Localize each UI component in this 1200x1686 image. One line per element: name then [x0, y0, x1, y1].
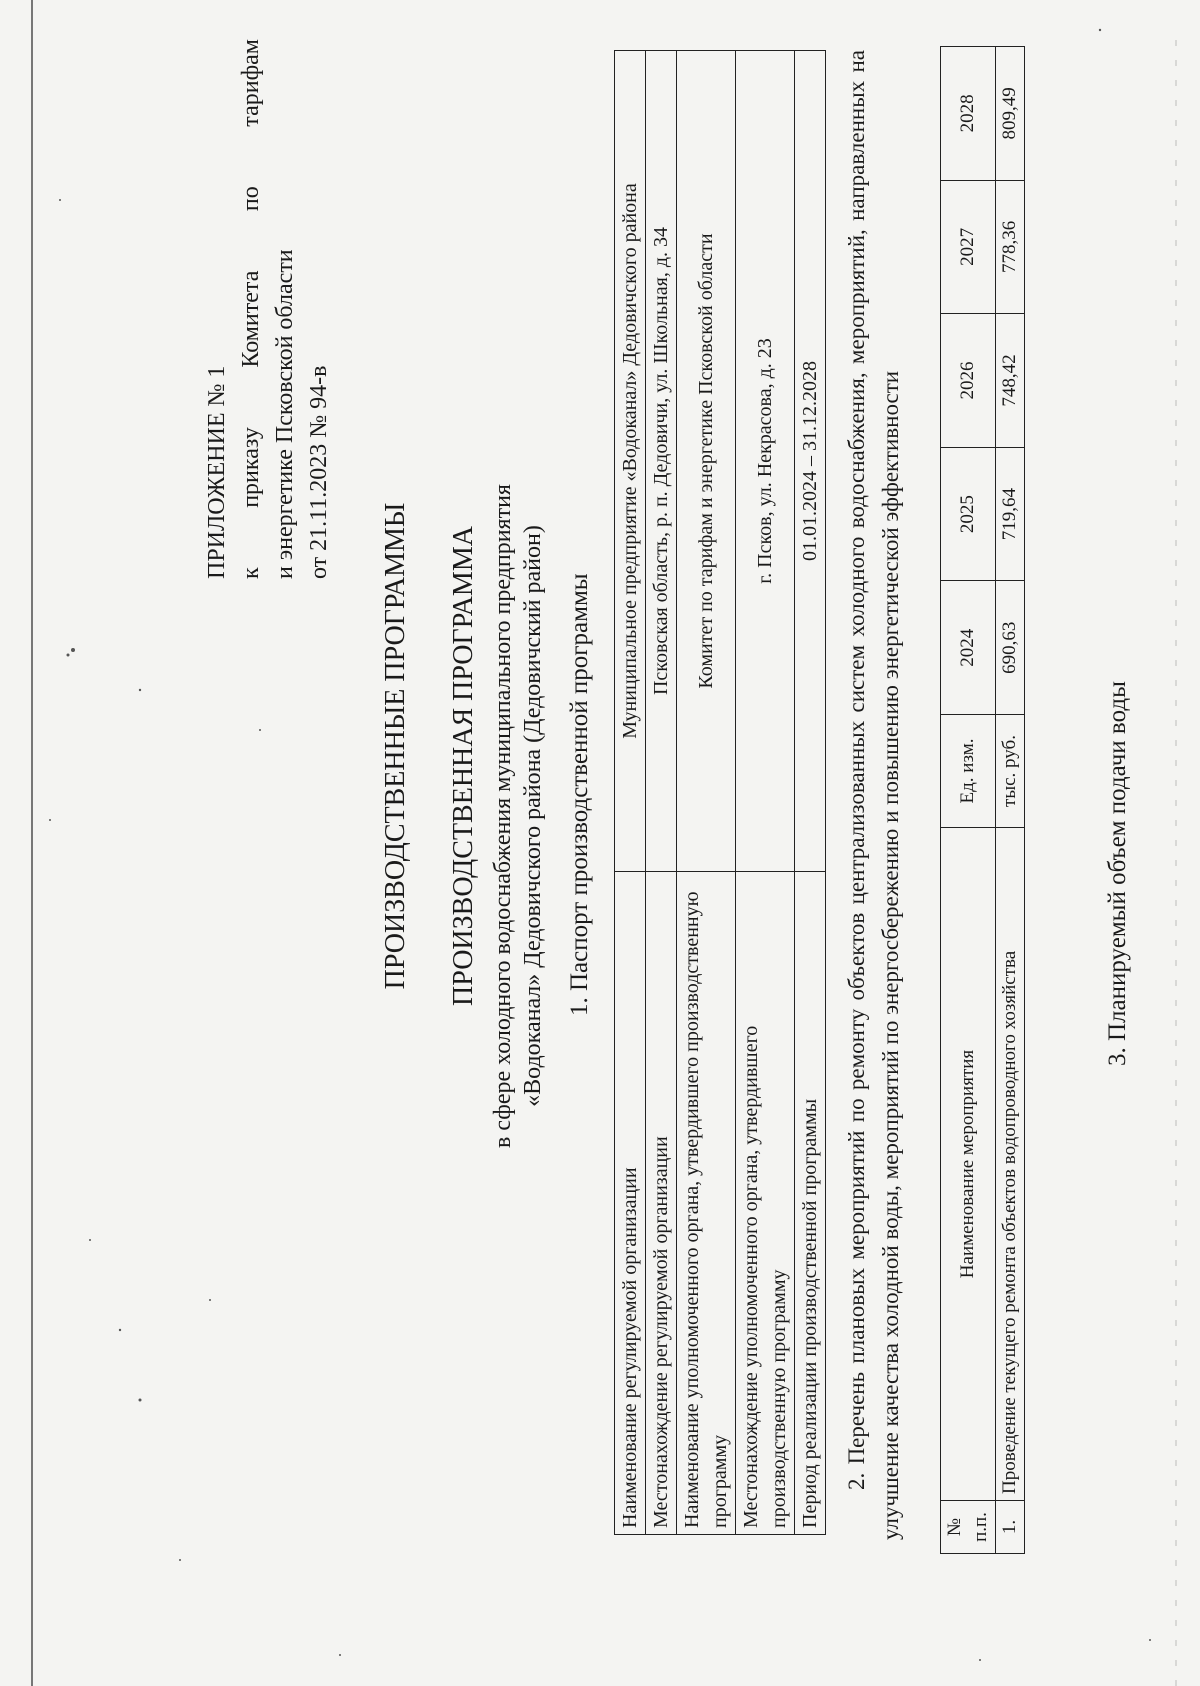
- passport-label: Местонахождение регулируемой организации: [646, 872, 677, 1535]
- table-header-row: [941, 47, 996, 1554]
- page-title: ПРОИЗВОДСТВЕННЫЕ ПРОГРАММЫ: [380, 502, 411, 990]
- measures-table: [940, 46, 1025, 1554]
- passport-table: [614, 50, 826, 1535]
- program-title: ПРОИЗВОДСТВЕННАЯ ПРОГРАММА: [448, 526, 479, 1006]
- column-header: 2028: [941, 47, 996, 181]
- section2-heading-text: 2. Перечень плановых мероприятий по ремонту объектов централизованных систем холодного водоснабжения, мероприятий, направленных на улучшение качества холодной воды, мероприятий по энергосбережению и повышению энергетической эффективности: [844, 50, 903, 1540]
- passport-label: Наименование уполномоченного органа, утвердившего производственную программу: [677, 872, 736, 1535]
- column-header: 2027: [941, 180, 996, 314]
- passport-value: Муниципальное предприятие «Водоканал» Дедовичского района: [615, 51, 646, 872]
- passport-label: Наименование регулируемой организации: [615, 872, 646, 1535]
- table-cell: 719,64: [996, 447, 1025, 581]
- appendix-committee: и энергетике Псковской области: [272, 249, 298, 579]
- table-row: [615, 51, 646, 1535]
- appendix-block: [200, 39, 336, 579]
- appendix-date: от 21.11.2023 № 94-в: [306, 365, 332, 579]
- table-row: [996, 47, 1025, 1554]
- section3-heading: 3. Планируемый объем подачи воды: [1104, 681, 1131, 1066]
- column-header: 2026: [941, 314, 996, 448]
- appendix-word: к: [238, 567, 264, 579]
- passport-value: Псковская область, р. п. Дедовичи, ул. Школьная, д. 34: [646, 51, 677, 872]
- passport-label: Местонахождение уполномоченного органа, утвердившего производственную программу: [736, 872, 795, 1535]
- column-header: 2024: [941, 581, 996, 715]
- table-row: [736, 51, 795, 1535]
- column-header: Ед. изм.: [941, 715, 996, 828]
- passport-value: г. Псков, ул. Некрасова, д. 23: [736, 51, 795, 872]
- table-cell: Проведение текущего ремонта объектов водопроводного хозяйства: [996, 828, 1025, 1501]
- table-cell: 690,63: [996, 581, 1025, 715]
- table-cell: 778,36: [996, 180, 1025, 314]
- table-row: [677, 51, 736, 1535]
- program-subtitle-line1: в сфере холодного водоснабжения муниципального предприятия: [490, 484, 516, 1148]
- passport-value: Комитет по тарифам и энергетике Псковской области: [677, 51, 736, 872]
- table-cell: 809,49: [996, 47, 1025, 181]
- appendix-order-line: [234, 39, 268, 579]
- table-cell: 748,42: [996, 314, 1025, 448]
- appendix-word: тарифам: [238, 39, 264, 127]
- column-header: № п.п.: [941, 1501, 996, 1554]
- section1-heading: 1. Паспорт производственной программы: [566, 573, 593, 1016]
- table-row: [795, 51, 826, 1535]
- column-header: 2025: [941, 447, 996, 581]
- column-header: Наименование мероприятия: [941, 828, 996, 1501]
- appendix-word: приказу: [238, 427, 264, 508]
- table-cell: тыс. руб.: [996, 715, 1025, 828]
- passport-value: 01.01.2024 – 31.12.2028: [795, 51, 826, 872]
- section2-heading: [840, 50, 908, 1540]
- table-cell: 1.: [996, 1501, 1025, 1554]
- program-subtitle-line2: «Водоканал» Дедовичского района (Дедовичский район): [520, 525, 546, 1107]
- appendix-number: ПРИЛОЖЕНИЕ № 1: [204, 365, 230, 579]
- appendix-word: Комитета: [238, 270, 264, 368]
- appendix-word: по: [238, 186, 264, 212]
- passport-label: Период реализации производственной программы: [795, 872, 826, 1535]
- table-row: [646, 51, 677, 1535]
